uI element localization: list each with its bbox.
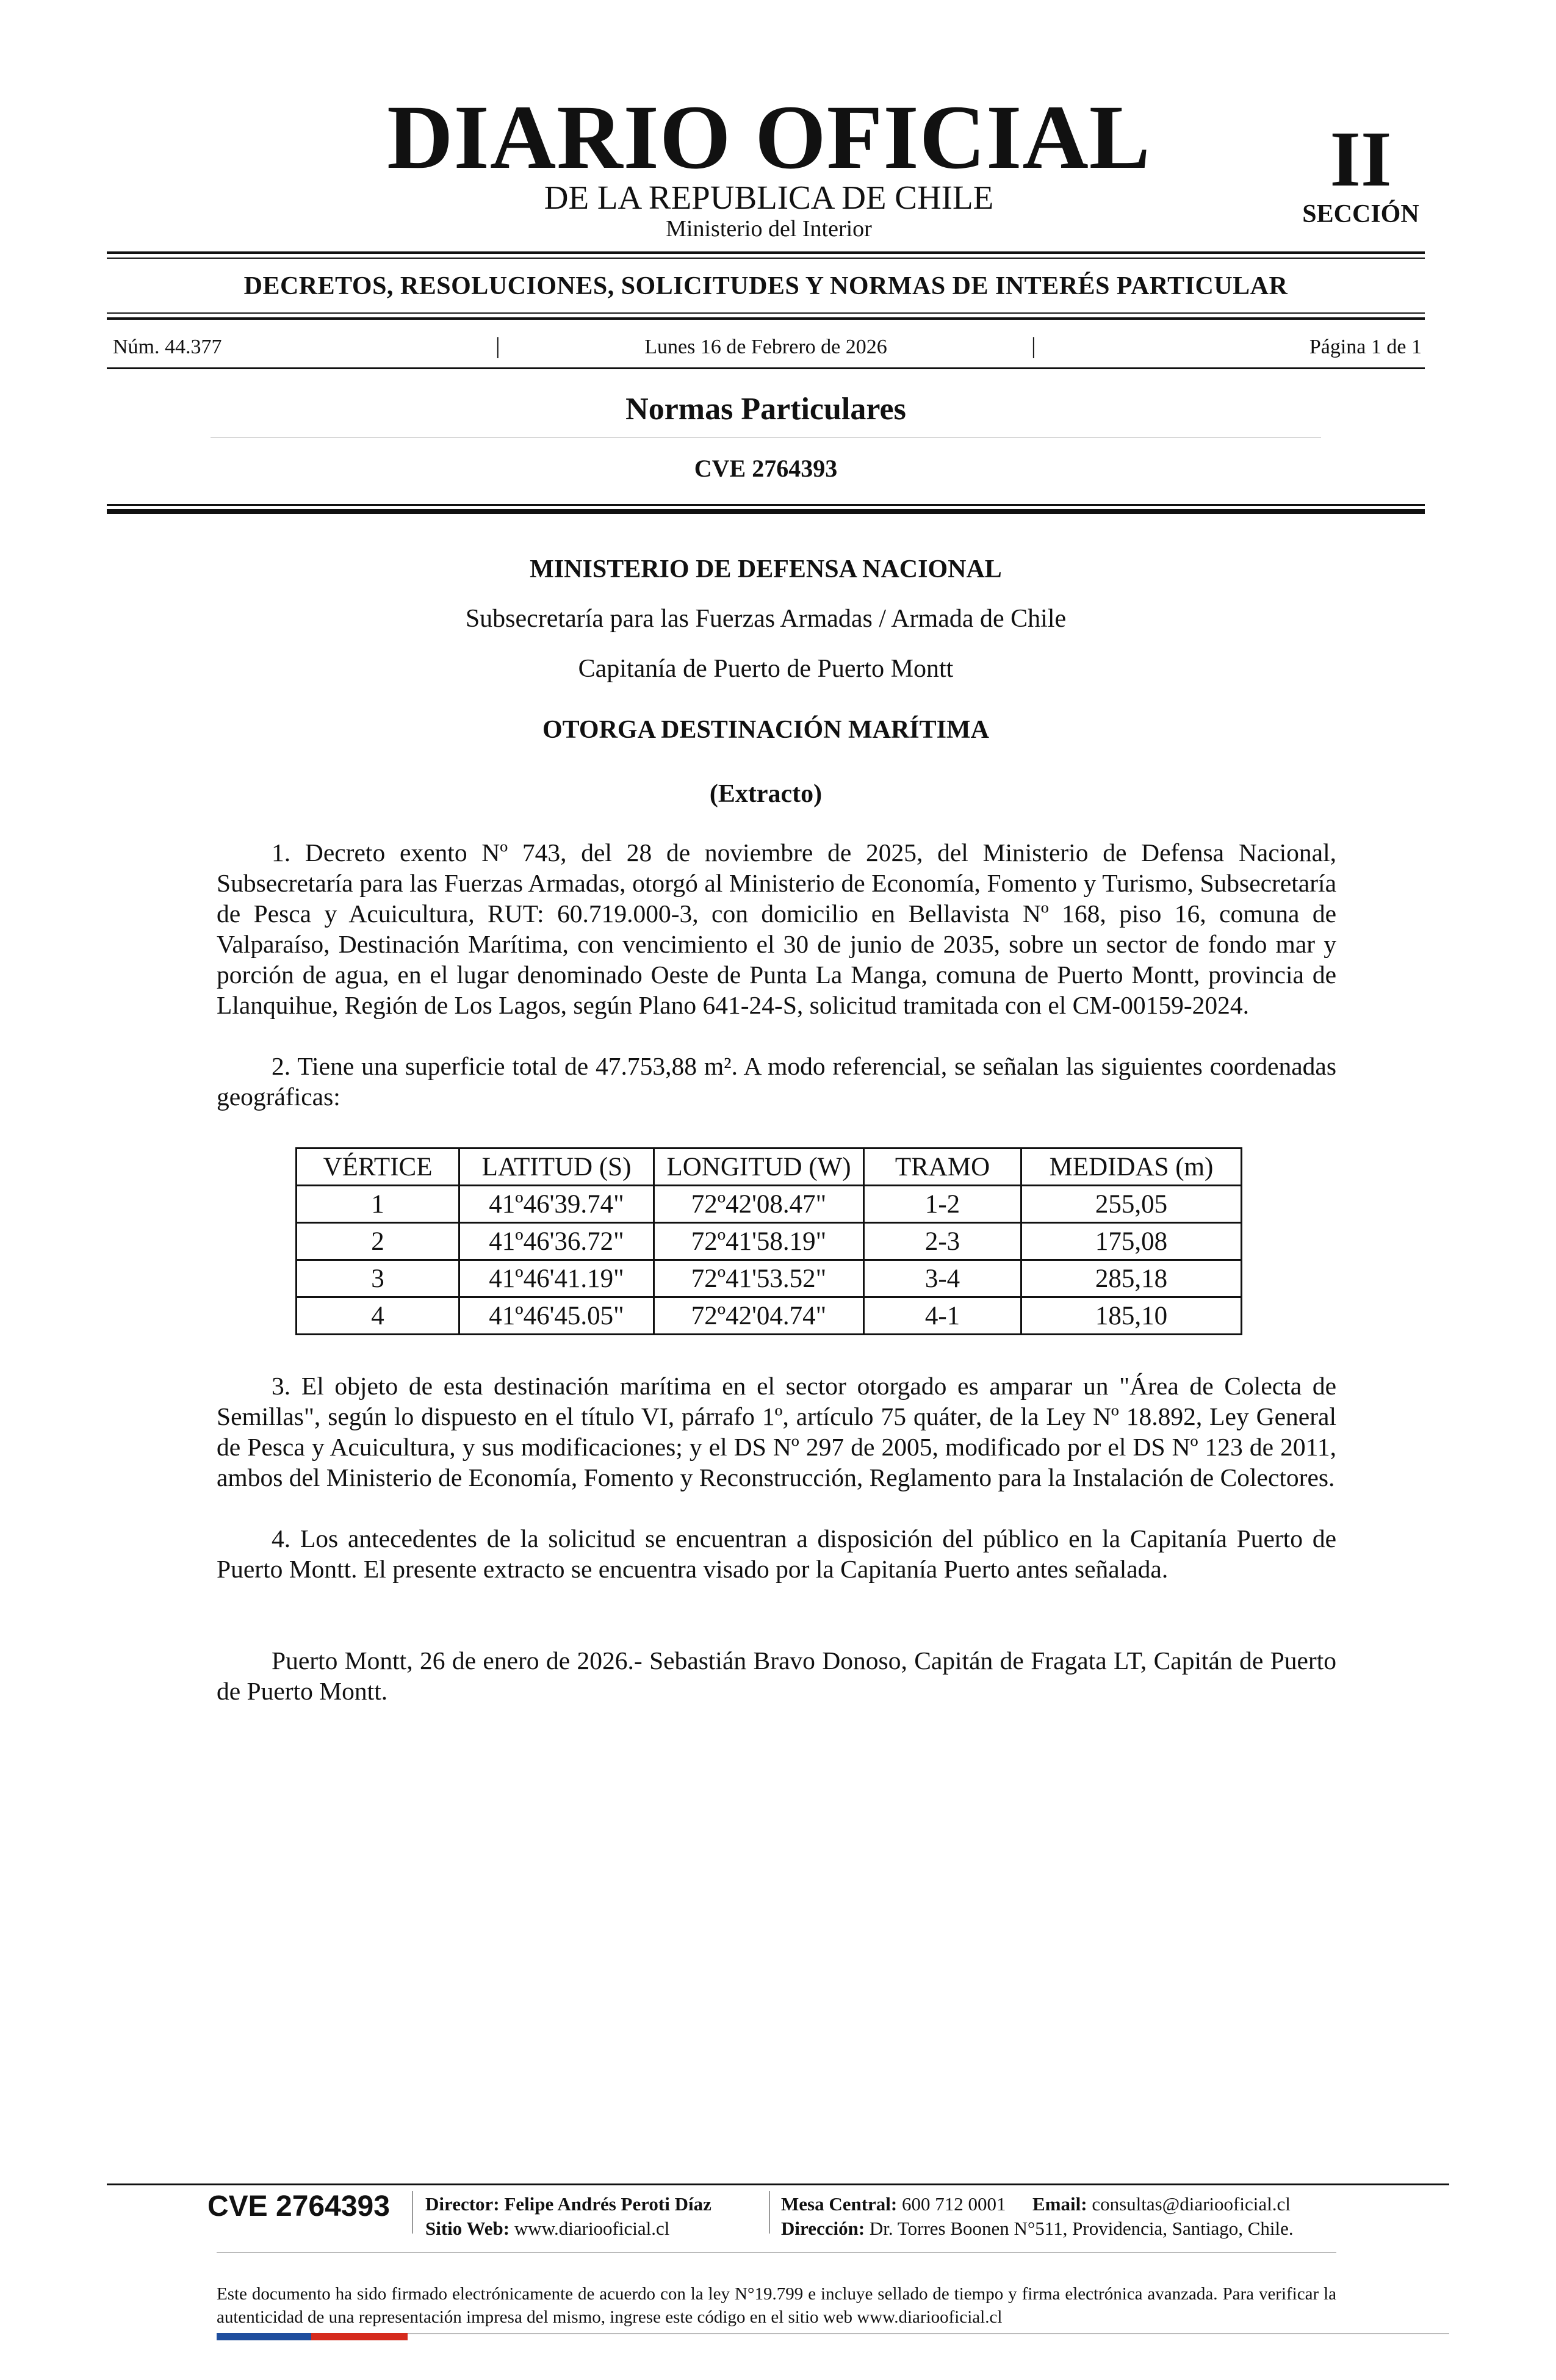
cve-rule [107, 509, 1425, 514]
footer-legal-note: Este documento ha sido firmado electrónicamente de acuerdo con la ley N°19.799 e incluye sellado de tiempo y firma electrónica avanzada. Para verificar la autenticidad de una representación impresa del mismo, ingrese este código en el sitio web www.diariooficial.cl [217, 2284, 1336, 2327]
table-cell: 41º46'36.72" [459, 1223, 654, 1260]
table-cell: 2 [297, 1223, 459, 1260]
paragraph-4-text: 4. Los antecedentes de la solicitud se encuentran a disposición del público en la Capitanía Puerto de Puerto Montt. El presente extracto se encuentra visado por la Capitanía Puerto antes señalada. [217, 1524, 1336, 1583]
table-cell: 72º42'08.47" [654, 1186, 864, 1223]
section-rule [107, 317, 1425, 320]
table-cell: 3 [297, 1260, 459, 1297]
office-name: Capitanía de Puerto de Puerto Montt [578, 655, 954, 683]
footer-contact [781, 2194, 1291, 2213]
page-indicator: Página 1 de 1 [1309, 336, 1422, 358]
table-cell: 72º41'58.19" [654, 1223, 864, 1260]
table-header-cell: LATITUD (S) [459, 1149, 654, 1186]
table-cell: 175,08 [1021, 1223, 1242, 1260]
table-header-row [297, 1149, 1242, 1186]
masthead-subtitle: DE LA REPUBLICA DE CHILE [544, 179, 994, 216]
footer-bottom-rule [408, 2333, 1449, 2334]
table-cell: 4-1 [864, 1297, 1021, 1335]
table-header-cell: LONGITUD (W) [654, 1149, 864, 1186]
director-name: Felipe Andrés Peroti Díaz [504, 2193, 711, 2215]
header-rule-top-thin [107, 258, 1425, 259]
cve-rule-thin [107, 504, 1425, 506]
section-title: DECRETOS, RESOLUCIONES, SOLICITUDES Y NORMAS DE INTERÉS PARTICULAR [243, 272, 1288, 300]
issue-separator-left: | [495, 333, 500, 359]
address-text: Dr. Torres Boonen N°511, Providencia, Santiago, Chile. [869, 2218, 1294, 2239]
website-link[interactable]: www.diariooficial.cl [514, 2218, 670, 2239]
norm-title-underline [211, 437, 1321, 438]
paragraph-4 [217, 1523, 1336, 1584]
table-cell: 41º46'45.05" [459, 1297, 654, 1335]
flag-stripe-red [311, 2333, 408, 2340]
email-label: Email: [1032, 2193, 1087, 2215]
table-cell: 2-3 [864, 1223, 1021, 1260]
footer-director [425, 2194, 711, 2213]
ministry-label: Ministerio del Interior [666, 216, 872, 242]
masthead: DIARIO OFICIAL [387, 87, 1151, 188]
section-rule-thin [107, 312, 1425, 314]
table-header-cell: TRAMO [864, 1149, 1021, 1186]
phone-number: 600 712 0001 [902, 2193, 1006, 2215]
table-row [297, 1260, 1242, 1297]
header-rule-top [107, 251, 1425, 254]
signature-text: Puerto Montt, 26 de enero de 2026.- Sebastián Bravo Donoso, Capitán de Fragata LT, Capitán de Puerto de Puerto Montt. [217, 1646, 1336, 1705]
table-header-cell: VÉRTICE [297, 1149, 459, 1186]
table-cell: 72º41'53.52" [654, 1260, 864, 1297]
cve-code: CVE 2764393 [694, 455, 838, 482]
table-cell: 72º42'04.74" [654, 1297, 864, 1335]
table-cell: 285,18 [1021, 1260, 1242, 1297]
table-cell: 3-4 [864, 1260, 1021, 1297]
issue-date: Lunes 16 de Febrero de 2026 [644, 336, 887, 358]
footer-divider-2 [769, 2191, 770, 2234]
paragraph-3 [217, 1371, 1336, 1493]
issue-rule [107, 367, 1425, 369]
table-cell: 1-2 [864, 1186, 1021, 1223]
section-label: SECCIÓN [1302, 200, 1419, 228]
paragraph-3-text: 3. El objeto de esta destinación marítima en el sector otorgado es amparar un "Área de Colecta de Semillas", según lo dispuesto en el título VI, párrafo 1º, artículo 75 quáter, de la Ley Nº 18.892, Ley General de Pesca y Acuicultura, y sus modificaciones; y el DS Nº 297 de 2005, modificado por el DS Nº 123 de 2011, ambos del Ministerio de Economía, Fomento y Reconstrucción, Reglamento para la Instalación de Colectores. [217, 1372, 1336, 1491]
norm-type-title: Normas Particulares [625, 392, 906, 427]
issue-number: Núm. 44.377 [113, 336, 222, 358]
paragraph-1-text: 1. Decreto exento Nº 743, del 28 de noviembre de 2025, del Ministerio de Defensa Nacional, Subsecretaría para las Fuerzas Armadas, otorgó al Ministerio de Economía, Fomento y Turismo, Subsecretaría de Pesca y Acuicultura, RUT: 60.719.000-3, con domicilio en Bellavista Nº 168, piso 16, comuna de Valparaíso, Destinación Marítima, con vencimiento el 30 de junio de 2035, sobre un sector de fondo mar y porción de agua, en el lugar denominado Oeste de Punta La Manga, comuna de Puerto Montt, provincia de Llanquihue, Región de Los Lagos, según Plano 641-24-S, solicitud tramitada con el CM-00159-2024. [217, 838, 1336, 1019]
table-cell: 41º46'41.19" [459, 1260, 654, 1297]
sub-organization: Subsecretaría para las Fuerzas Armadas / Armada de Chile [465, 605, 1067, 633]
table-row [297, 1186, 1242, 1223]
table-row [297, 1223, 1242, 1260]
paragraph-2 [217, 1051, 1336, 1112]
director-label: Director: [425, 2193, 500, 2215]
organization-name: MINISTERIO DE DEFENSA NACIONAL [530, 555, 1002, 583]
paragraph-1 [217, 837, 1336, 1020]
coordinates-table [295, 1147, 1242, 1335]
flag-stripe-blue [217, 2333, 311, 2340]
issue-separator-right: | [1031, 333, 1036, 359]
footer-divider-1 [412, 2191, 413, 2234]
footer-rule [107, 2183, 1449, 2185]
table-cell: 185,10 [1021, 1297, 1242, 1335]
email-link[interactable]: consultas@diariooficial.cl [1092, 2193, 1291, 2215]
footer-address [781, 2219, 1294, 2238]
website-label: Sitio Web: [425, 2218, 510, 2239]
address-label: Dirección: [781, 2218, 865, 2239]
footer-website [425, 2219, 669, 2238]
phone-label: Mesa Central: [781, 2193, 898, 2215]
table-cell: 4 [297, 1297, 459, 1335]
footer-rule-thin [217, 2252, 1336, 2253]
document-title: OTORGA DESTINACIÓN MARÍTIMA [542, 716, 989, 744]
table-cell: 1 [297, 1186, 459, 1223]
table-row [297, 1297, 1242, 1335]
table-header-cell: MEDIDAS (m) [1021, 1149, 1242, 1186]
table-cell: 41º46'39.74" [459, 1186, 654, 1223]
section-number: II [1330, 115, 1392, 203]
document-kind: (Extracto) [709, 780, 823, 808]
paragraph-2-text: 2. Tiene una superficie total de 47.753,88 m². A modo referencial, se señalan las siguientes coordenadas geográficas: [217, 1052, 1336, 1111]
signature-block [217, 1645, 1336, 1706]
table-cell: 255,05 [1021, 1186, 1242, 1223]
footer-cve-code: CVE 2764393 [207, 2190, 390, 2223]
